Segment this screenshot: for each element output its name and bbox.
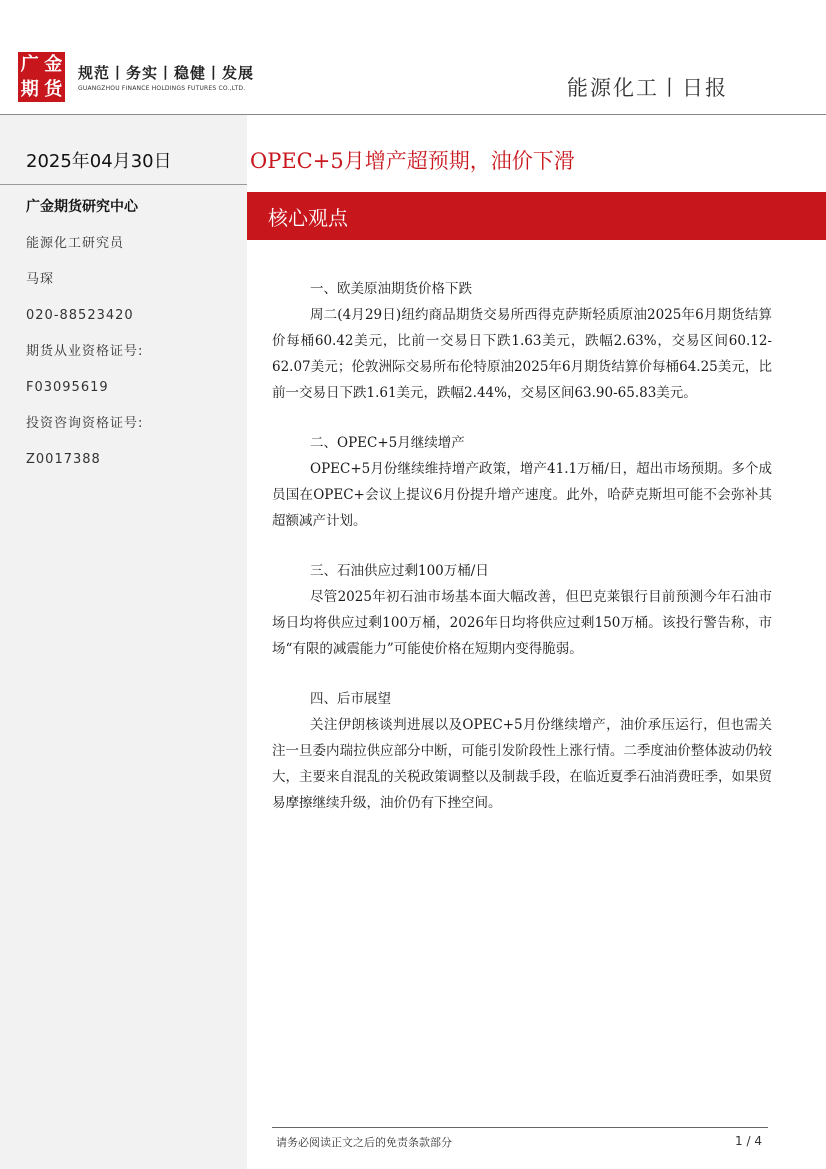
advisory-license-number: Z0017388: [26, 452, 101, 467]
section-paragraph: 周二(4月29日)纽约商品期货交易所西得克萨斯轻质原油2025年6月期货结算价每桶60.42美元，比前一交易日下跌1.63美元，跌幅2.63%，交易区间60.12-62.07美元；伦敦洲际交易所布伦特原油2025年6月期货结算价每桶64.25美元，比前一交易日下跌1.61美元，跌幅2.44%，交易区间63.90-65.83美元。: [272, 307, 772, 401]
section-paragraph: 尽管2025年初石油市场基本面大幅改善，但巴克莱银行目前预测今年石油市场日均将供应过剩100万桶，2026年日均将供应过剩150万桶。该投行警告称，市场“有限的减震能力”可能使价格在短期内变得脆弱。: [272, 589, 772, 657]
company-english-name: GUANGZHOU FINANCE HOLDINGS FUTURES CO.,LTD.: [78, 85, 246, 92]
section-title: 二、OPEC+5月继续增产: [310, 435, 465, 451]
company-logo: [18, 52, 65, 102]
core-view-title: 核心观点: [268, 206, 348, 230]
advisory-license-label: 投资咨询资格证号:: [26, 416, 144, 431]
disclaimer-note: 请务必阅读正文之后的免责条款部分: [276, 1136, 452, 1149]
page-number: 1 / 4: [735, 1134, 762, 1148]
report-body: [272, 276, 772, 840]
section-title: 三、石油供应过剩100万桶/日: [310, 563, 489, 579]
report-date: 2025年04月30日: [26, 151, 172, 172]
section: [272, 276, 772, 406]
section-title: 四、后市展望: [310, 691, 391, 707]
analyst-info: [26, 196, 236, 487]
company-slogan: 规范丨务实丨稳健丨发展: [78, 64, 255, 82]
futures-license-number: F03095619: [26, 380, 109, 395]
analyst-name: 马琛: [26, 272, 55, 287]
sidebar-divider: [0, 184, 247, 185]
futures-license-label: 期货从业资格证号:: [26, 344, 144, 359]
research-center-name: 广金期货研究中心: [26, 199, 138, 215]
report-type-label: 能源化工丨日报: [567, 76, 728, 100]
logo-char: 广: [20, 53, 39, 75]
section: [272, 686, 772, 816]
footer-divider: [272, 1127, 768, 1128]
logo-char: 货: [44, 78, 63, 100]
logo-char: 期: [20, 78, 39, 100]
section-title: 一、欧美原油期货价格下跌: [310, 281, 472, 297]
logo-char: 金: [44, 53, 63, 75]
section: [272, 430, 772, 534]
analyst-phone: 020-88523420: [26, 308, 134, 323]
analyst-title: 能源化工研究员: [26, 236, 125, 251]
section: [272, 558, 772, 662]
section-paragraph: OPEC+5月份继续维持增产政策，增产41.1万桶/日，超出市场预期。多个成员国在OPEC+会议上提议6月份提升增产速度。此外，哈萨克斯坦可能不会弥补其超额减产计划。: [272, 461, 772, 529]
section-paragraph: 关注伊朗核谈判进展以及OPEC+5月份继续增产，油价承压运行，但也需关注一旦委内瑞拉供应部分中断，可能引发阶段性上涨行情。二季度油价整体波动仍较大，主要来自混乱的关税政策调整以及制裁手段，在临近夏季石油消费旺季，如果贸易摩擦继续升级，油价仍有下挫空间。: [272, 717, 772, 811]
report-headline: OPEC+5月增产超预期，油价下滑: [250, 149, 575, 173]
